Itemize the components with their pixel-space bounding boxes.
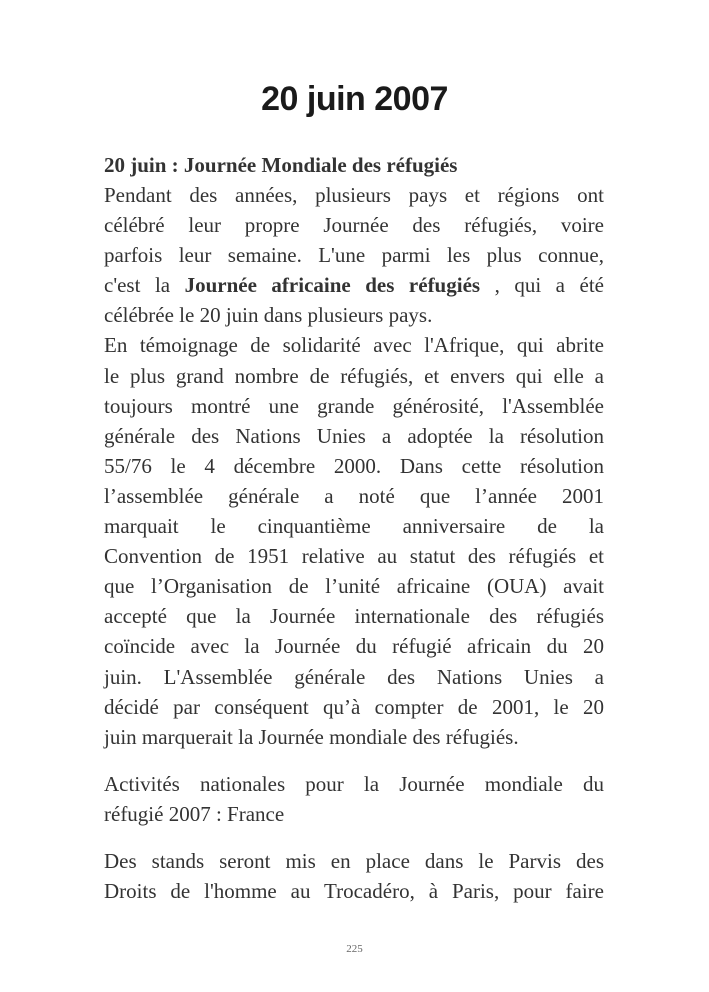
page-title: 20 juin 2007 [261,80,448,118]
text-line: réfugié 2007 : France [104,801,285,826]
page-number: 225 [346,943,363,955]
paragraph-4 [104,846,604,906]
text-line: Convention de 1951 relative au statut des réfugiés et [104,544,604,569]
text-line: accepté que la Journée internationale des réfugiés [104,604,604,629]
text-line: Droits de l'homme au Trocadéro, à Paris, pour faire [104,879,604,904]
text-segment: c'est la [104,273,185,298]
text-line: que l’Organisation de l’unité africaine (OUA) avait [104,574,604,599]
text-line: célébrée le 20 juin dans plusieurs pays. [104,303,433,328]
text-line: juin. L'Assemblée générale des Nations Unies a [104,664,604,689]
text-line: Pendant des années, plusieurs pays et régions ont [104,183,604,207]
text-line: marquait le cinquantième anniversaire de la [104,514,604,539]
bold-phrase: Journée africaine des réfugiés [184,273,481,298]
paragraph-1 [104,180,604,330]
text-line: En témoignage de solidarité avec l'Afrique, qui abrite [104,333,604,358]
text-line: le plus grand nombre de réfugiés, et envers qui elle a [104,363,604,388]
text-line: décidé par conséquent qu’à compter de 2001, le 20 [104,694,604,719]
text-line: parfois leur semaine. L'une parmi les plus connue, [104,243,604,268]
text-line: Activités nationales pour la Journée mondiale du [104,771,604,796]
document-body [104,150,604,906]
text-line: générale des Nations Unies a adoptée la résolution [104,423,604,448]
text-line [104,270,604,300]
text-line: juin marquerait la Journée mondiale des réfugiés. [104,724,519,749]
text-line: Des stands seront mis en place dans le Parvis des [104,848,604,873]
text-line: toujours montré une grande générosité, l'Assemblée [104,393,604,418]
text-line: célébré leur propre Journée des réfugiés, voire [104,213,604,238]
text-segment: , qui a été [480,273,604,298]
paragraph-2 [104,330,604,751]
text-line: coïncide avec la Journée du réfugié africain du 20 [104,634,604,659]
text-line: l’assemblée générale a noté que l’année 2001 [104,483,604,508]
section-heading: 20 juin : Journée Mondiale des réfugiés [104,153,458,177]
paragraph-3 [104,769,604,829]
text-line: 55/76 le 4 décembre 2000. Dans cette résolution [104,453,604,478]
